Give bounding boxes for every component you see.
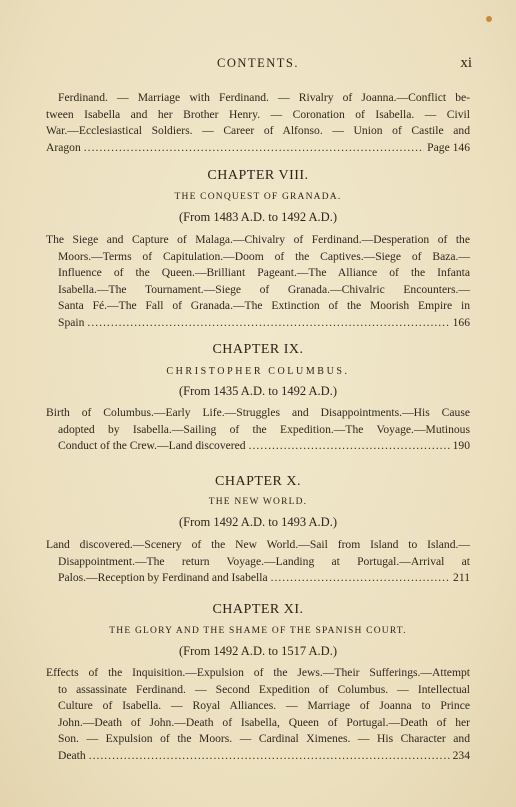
entry-page: Page 146 — [427, 140, 470, 154]
chapter-title: CHAPTER VIII. — [207, 168, 309, 183]
entry-page: 166 — [452, 315, 470, 329]
entry-line: Effects of the Inquisition.—Expulsion of the Jews.—Their Sufferings.—Attempt — [46, 666, 470, 679]
entry-leader-line — [46, 748, 470, 765]
chapter-title: CHAPTER XI. — [212, 602, 304, 617]
dot-leader — [87, 315, 449, 332]
entry-last-text: Palos.—Reception by Ferdinand and Isabella — [58, 571, 268, 584]
entry-leader-line — [46, 140, 470, 157]
entry-line: Santa Fé.—The Fall of Granada.—The Extinction of the Moorish Empire in — [58, 299, 470, 312]
entry-line: Birth of Columbus.—Early Life.—Struggles and Disappointments.—His Cause — [46, 406, 470, 419]
chapter-dates: (From 1483 A.D. to 1492 A.D.) — [179, 210, 337, 224]
entry-line: Moors.—Terms of Capitulation.—Doom of the Captives.—Siege of Baza.— — [58, 249, 470, 263]
chapter-entry — [46, 405, 470, 455]
running-title: CONTENTS. — [217, 56, 299, 70]
entry-page: 190 — [452, 439, 470, 452]
entry-line: Disappointment.—The return Voyage.—Landing at Portugal.—Arrival at — [58, 554, 470, 568]
entry-line: Son. — Expulsion of the Moors. — Cardinal Ximenes. — His Character and — [58, 732, 470, 745]
entry-line: Influence of the Queen.—Brilliant Pageant.—The Alliance of the Infanta — [58, 266, 470, 279]
entry-line: Land discovered.—Scenery of the New World.—Sail from Island to Island.— — [46, 538, 470, 551]
entry-page: 211 — [453, 571, 470, 584]
entry-line: John.—Death of John.—Death of Isabella, Queen of Portugal.—Death of her — [58, 715, 470, 729]
chapter-dates: (From 1435 A.D. to 1492 A.D.) — [179, 384, 337, 398]
chapter-entry — [46, 232, 470, 331]
chapter-entry — [46, 537, 470, 587]
chapter-entry — [46, 665, 470, 764]
chapter-subtitle: THE GLORY AND THE SHAME OF THE SPANISH COURT. — [109, 626, 407, 636]
entry-page: 234 — [452, 748, 470, 762]
intro-entry — [46, 90, 470, 156]
entry-leader-line — [46, 315, 470, 332]
chapter-title: CHAPTER X. — [215, 474, 301, 489]
dot-leader — [89, 748, 450, 765]
entry-line: to assassinate Ferdinand. — Second Expedition of Columbus. — Intellectual — [58, 682, 470, 696]
entry-line: adopted by Isabella.—Sailing of the Expedition.—The Voyage.—Mutinous — [58, 422, 470, 436]
entry-last-text: Spain — [58, 315, 85, 329]
entry-line: Culture of Isabella. — Royal Alliances. — Marriage of Joanna to Prince — [58, 699, 470, 712]
dot-leader — [249, 438, 450, 455]
dot-leader — [84, 140, 424, 157]
chapter-subtitle: THE NEW WORLD. — [208, 497, 308, 507]
entry-line: Ferdinand. — Marriage with Ferdinand. — Rivalry of Joanna.—Conflict be- — [58, 91, 470, 104]
entry-leader-line — [46, 438, 470, 455]
running-head — [0, 56, 516, 74]
chapter-dates: (From 1492 A.D. to 1517 A.D.) — [179, 644, 337, 658]
entry-last-text: Death — [58, 748, 86, 762]
chapter-title: CHAPTER IX. — [212, 342, 304, 357]
entry-line: Isabella.—The Tournament.—Siege of Granada.—Chivalric Encounters.— — [58, 282, 470, 296]
chapter-dates: (From 1492 A.D. to 1493 A.D.) — [179, 515, 337, 529]
chapter-subtitle: CHRISTOPHER COLUMBUS. — [166, 366, 350, 377]
dot-leader — [271, 570, 450, 587]
entry-leader-line — [46, 570, 470, 587]
ink-spot — [486, 16, 492, 22]
entry-line: War.—Ecclesiastical Soldiers. — Career of Alfonso. — Union of Castile and — [46, 124, 470, 137]
entry-last-text: Conduct of the Crew.—Land discovered — [58, 439, 246, 452]
entry-last-text: Aragon — [46, 140, 81, 154]
entry-line: The Siege and Capture of Malaga.—Chivalry of Ferdinand.—Desperation of the — [46, 233, 470, 246]
entry-line: tween Isabella and her Brother Henry. — Coronation of Isabella. — Civil — [46, 107, 470, 121]
page-number: xi — [460, 55, 472, 71]
chapter-subtitle: THE CONQUEST OF GRANADA. — [174, 192, 342, 202]
